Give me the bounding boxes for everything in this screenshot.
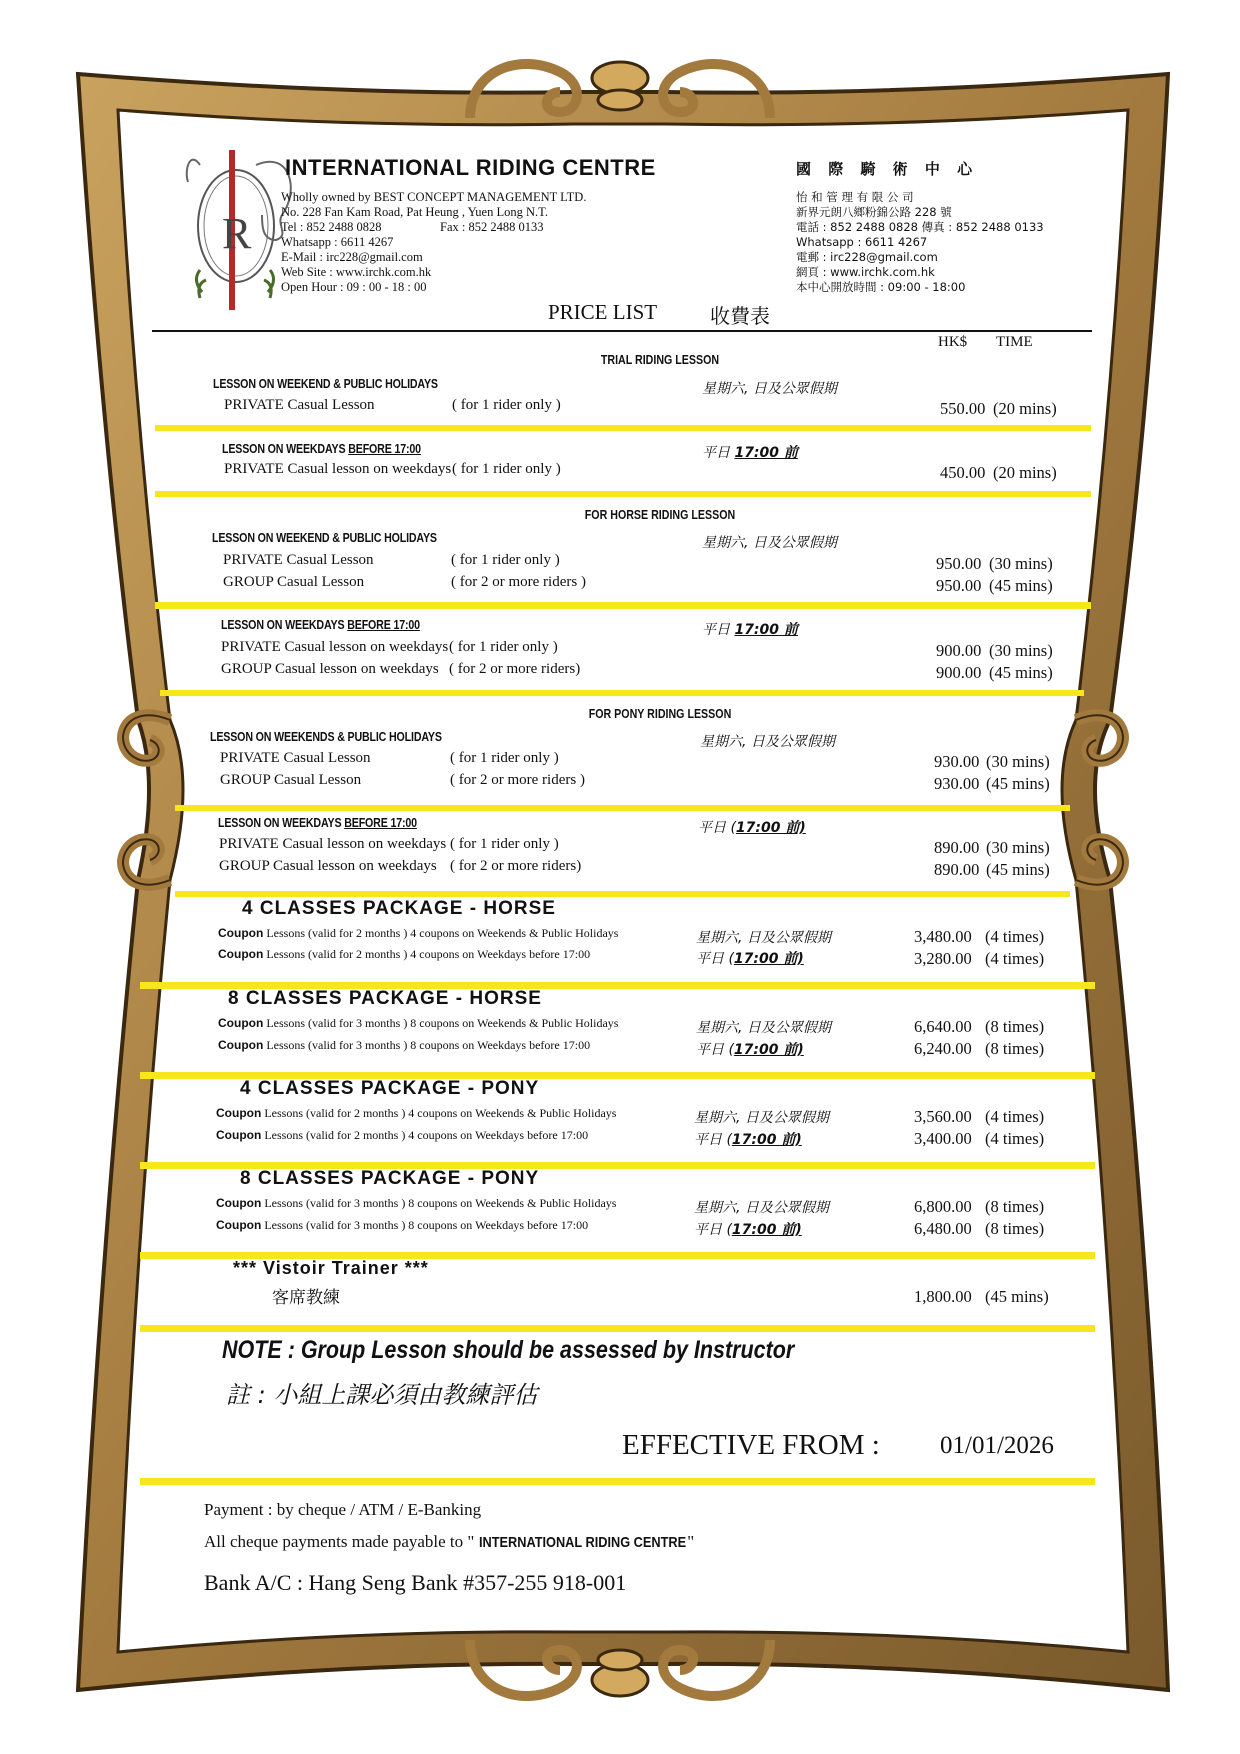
section-heading-trial: TRIAL RIDING LESSON bbox=[600, 352, 720, 367]
row-name: GROUP Casual lesson on weekdays bbox=[221, 661, 439, 677]
company-title: INTERNATIONAL RIDING CENTRE bbox=[285, 155, 656, 180]
row-time: (45 mins) bbox=[986, 860, 1050, 879]
package-row: Coupon Lessons (valid for 2 months ) 4 coupons on Weekdays before 17:00 bbox=[218, 947, 591, 961]
package-row: Coupon Lessons (valid for 3 months ) 8 coupons on Weekdays before 17:00 bbox=[218, 1038, 591, 1052]
visitor-trainer-cn: 客席教練 bbox=[272, 1288, 340, 1308]
row-time: (30 mins) bbox=[989, 641, 1053, 660]
package-row-cn: 星期六, 日及公眾假期 bbox=[696, 1020, 831, 1036]
row-price: 930.00 bbox=[934, 774, 980, 793]
package-row-cn: 平日 (17:00 前) bbox=[694, 1132, 802, 1148]
row-price: 890.00 bbox=[934, 860, 980, 879]
package-price: 6,240.00 bbox=[914, 1039, 972, 1058]
row-riders: ( for 2 or more riders) bbox=[450, 858, 582, 874]
row-name: PRIVATE Casual lesson on weekdays bbox=[219, 836, 447, 852]
row-name: PRIVATE Casual lesson on weekdays bbox=[221, 639, 449, 655]
package-price: 3,480.00 bbox=[914, 927, 972, 946]
visitor-time: (45 mins) bbox=[985, 1287, 1049, 1306]
svg-text:R: R bbox=[222, 209, 252, 258]
row-name: PRIVATE Casual lesson on weekdays bbox=[224, 461, 452, 477]
col-header-time: TIME bbox=[996, 334, 1033, 350]
package-row: Coupon Lessons (valid for 3 months ) 8 coupons on Weekends & Public Holidays bbox=[218, 1016, 619, 1030]
effective-date: 01/01/2026 bbox=[940, 1432, 1054, 1459]
horse-weekday-cn: 平日 17:00 前 bbox=[702, 622, 798, 638]
package-price: 6,480.00 bbox=[914, 1219, 972, 1238]
package-times: (8 times) bbox=[985, 1219, 1045, 1238]
row-price: 890.00 bbox=[934, 838, 980, 857]
package-row-cn: 平日 (17:00 前) bbox=[696, 1042, 804, 1058]
row-name: GROUP Casual Lesson bbox=[223, 574, 365, 590]
trial-weekend-cn: 星期六, 日及公眾假期 bbox=[702, 381, 837, 397]
package-row: Coupon Lessons (valid for 2 months ) 4 coupons on Weekends & Public Holidays bbox=[218, 926, 619, 940]
row-time: (30 mins) bbox=[986, 752, 1050, 771]
package-price: 3,560.00 bbox=[914, 1107, 972, 1126]
cn-company-title: 國 際 騎 術 中 心 bbox=[796, 160, 979, 178]
row-time: (20 mins) bbox=[993, 399, 1057, 418]
package-row: Coupon Lessons (valid for 3 months ) 8 coupons on Weekdays before 17:00 bbox=[216, 1218, 589, 1232]
row-price: 930.00 bbox=[934, 752, 980, 771]
website-line: Web Site : www.irchk.com.hk bbox=[281, 265, 432, 279]
package-row-cn: 平日 (17:00 前) bbox=[696, 951, 804, 967]
cn-owner-line: 怡 和 管 理 有 限 公 司 bbox=[796, 190, 914, 204]
package-row-cn: 星期六, 日及公眾假期 bbox=[694, 1200, 829, 1216]
pony-weekend-cn: 星期六, 日及公眾假期 bbox=[700, 734, 835, 750]
package-times: (8 times) bbox=[985, 1039, 1045, 1058]
package-times: (4 times) bbox=[985, 949, 1045, 968]
horse-weekend-cn: 星期六, 日及公眾假期 bbox=[702, 535, 837, 551]
row-name: GROUP Casual lesson on weekdays bbox=[219, 858, 437, 874]
visitor-price: 1,800.00 bbox=[914, 1287, 972, 1306]
horse-weekday-label: LESSON ON WEEKDAYS BEFORE 17:00 bbox=[221, 617, 420, 632]
row-price: 900.00 bbox=[936, 641, 982, 660]
row-price: 950.00 bbox=[936, 554, 982, 573]
row-name: PRIVATE Casual Lesson bbox=[220, 750, 371, 766]
package-times: (4 times) bbox=[985, 1107, 1045, 1126]
row-price: 900.00 bbox=[936, 663, 982, 682]
package-row: Coupon Lessons (valid for 3 months ) 8 coupons on Weekends & Public Holidays bbox=[216, 1196, 617, 1210]
row-name: PRIVATE Casual Lesson bbox=[224, 397, 375, 413]
package-times: (4 times) bbox=[985, 927, 1045, 946]
row-time: (30 mins) bbox=[989, 554, 1053, 573]
pony-weekend-label: LESSON ON WEEKENDS & PUBLIC HOLIDAYS bbox=[210, 729, 442, 744]
price-list-title-cn: 收費表 bbox=[710, 304, 770, 328]
row-riders: ( for 2 or more riders ) bbox=[450, 772, 585, 788]
cn-tel-fax-line: 電話 : 852 2488 0828 傳真 : 852 2488 0133 bbox=[796, 220, 1044, 234]
cn-open-hour-line: 本中心開放時間 : 09:00 - 18:00 bbox=[796, 280, 966, 294]
row-riders: ( for 1 rider only ) bbox=[450, 836, 559, 852]
package-row: Coupon Lessons (valid for 2 months ) 4 coupons on Weekdays before 17:00 bbox=[216, 1128, 589, 1142]
package-times: (4 times) bbox=[985, 1129, 1045, 1148]
tel-line: Tel : 852 2488 0828 bbox=[281, 220, 382, 234]
address-line: No. 228 Fan Kam Road, Pat Heung , Yuen Long N.T. bbox=[281, 205, 548, 219]
cn-website-line: 網頁 : www.irchk.com.hk bbox=[796, 265, 935, 279]
row-price: 450.00 bbox=[940, 463, 986, 482]
row-time: (45 mins) bbox=[989, 576, 1053, 595]
row-riders: ( for 2 or more riders ) bbox=[451, 574, 586, 590]
row-time: (45 mins) bbox=[986, 774, 1050, 793]
owner-line: Wholly owned by BEST CONCEPT MANAGEMENT LTD. bbox=[281, 190, 587, 204]
effective-label: EFFECTIVE FROM : bbox=[622, 1429, 880, 1461]
package-title: 4 CLASSES PACKAGE - HORSE bbox=[242, 898, 556, 919]
row-riders: ( for 1 rider only ) bbox=[452, 461, 561, 477]
package-price: 6,640.00 bbox=[914, 1017, 972, 1036]
row-time: (30 mins) bbox=[986, 838, 1050, 857]
row-riders: ( for 1 rider only ) bbox=[450, 750, 559, 766]
cn-whatsapp-line: Whatsapp : 6611 4267 bbox=[796, 235, 928, 249]
fax-line: Fax : 852 2488 0133 bbox=[440, 220, 544, 234]
row-riders: ( for 2 or more riders) bbox=[449, 661, 581, 677]
visitor-trainer-title: *** Vistoir Trainer *** bbox=[233, 1258, 429, 1278]
payment-methods: Payment : by cheque / ATM / E-Banking bbox=[204, 1500, 482, 1519]
col-header-hk: HK$ bbox=[938, 334, 968, 350]
whatsapp-line: Whatsapp : 6611 4267 bbox=[281, 235, 394, 249]
section-heading-horse: FOR HORSE RIDING LESSON bbox=[584, 507, 736, 522]
pony-weekday-label: LESSON ON WEEKDAYS BEFORE 17:00 bbox=[218, 815, 417, 830]
row-time: (45 mins) bbox=[989, 663, 1053, 682]
open-hour-line: Open Hour : 09 : 00 - 18 : 00 bbox=[281, 280, 427, 294]
package-title: 4 CLASSES PACKAGE - PONY bbox=[240, 1078, 540, 1099]
package-times: (8 times) bbox=[985, 1017, 1045, 1036]
pony-weekday-cn: 平日 (17:00 前) bbox=[698, 820, 806, 836]
horse-weekend-label: LESSON ON WEEKEND & PUBLIC HOLIDAYS bbox=[212, 530, 437, 545]
price-list-title: PRICE LIST bbox=[548, 300, 658, 324]
payment-payable: All cheque payments made payable to " INTERNATIONAL RIDING CENTRE" bbox=[204, 1532, 695, 1551]
package-row-cn: 星期六, 日及公眾假期 bbox=[694, 1110, 829, 1126]
package-price: 6,800.00 bbox=[914, 1197, 972, 1216]
section-heading-pony: FOR PONY RIDING LESSON bbox=[588, 706, 732, 721]
package-title: 8 CLASSES PACKAGE - HORSE bbox=[228, 988, 542, 1009]
package-row-cn: 星期六, 日及公眾假期 bbox=[696, 930, 831, 946]
row-name: GROUP Casual Lesson bbox=[220, 772, 362, 788]
note-english: NOTE : Group Lesson should be assessed by Instructor bbox=[222, 1336, 795, 1364]
row-riders: ( for 1 rider only ) bbox=[451, 552, 560, 568]
row-price: 550.00 bbox=[940, 399, 986, 418]
row-name: PRIVATE Casual Lesson bbox=[223, 552, 374, 568]
trial-weekend-label: LESSON ON WEEKEND & PUBLIC HOLIDAYS bbox=[213, 376, 438, 391]
cn-email-line: 電郵 : irc228@gmail.com bbox=[796, 250, 938, 264]
package-times: (8 times) bbox=[985, 1197, 1045, 1216]
row-riders: ( for 1 rider only ) bbox=[452, 397, 561, 413]
email-line: E-Mail : irc228@gmail.com bbox=[281, 250, 423, 264]
row-time: (20 mins) bbox=[993, 463, 1057, 482]
package-price: 3,400.00 bbox=[914, 1129, 972, 1148]
package-row: Coupon Lessons (valid for 2 months ) 4 coupons on Weekends & Public Holidays bbox=[216, 1106, 617, 1120]
row-price: 950.00 bbox=[936, 576, 982, 595]
row-riders: ( for 1 rider only ) bbox=[449, 639, 558, 655]
note-chinese: 註 : 小組上課必須由教練評估 bbox=[226, 1381, 538, 1409]
cn-address-line: 新界元朗八鄉粉錦公路 228 號 bbox=[796, 205, 952, 219]
package-row-cn: 平日 (17:00 前) bbox=[694, 1222, 802, 1238]
trial-weekday-label: LESSON ON WEEKDAYS BEFORE 17:00 bbox=[222, 441, 421, 456]
trial-weekday-cn: 平日 17:00 前 bbox=[702, 445, 798, 461]
package-title: 8 CLASSES PACKAGE - PONY bbox=[240, 1168, 540, 1189]
package-price: 3,280.00 bbox=[914, 949, 972, 968]
bank-account: Bank A/C : Hang Seng Bank #357-255 918-001 bbox=[204, 1570, 627, 1595]
